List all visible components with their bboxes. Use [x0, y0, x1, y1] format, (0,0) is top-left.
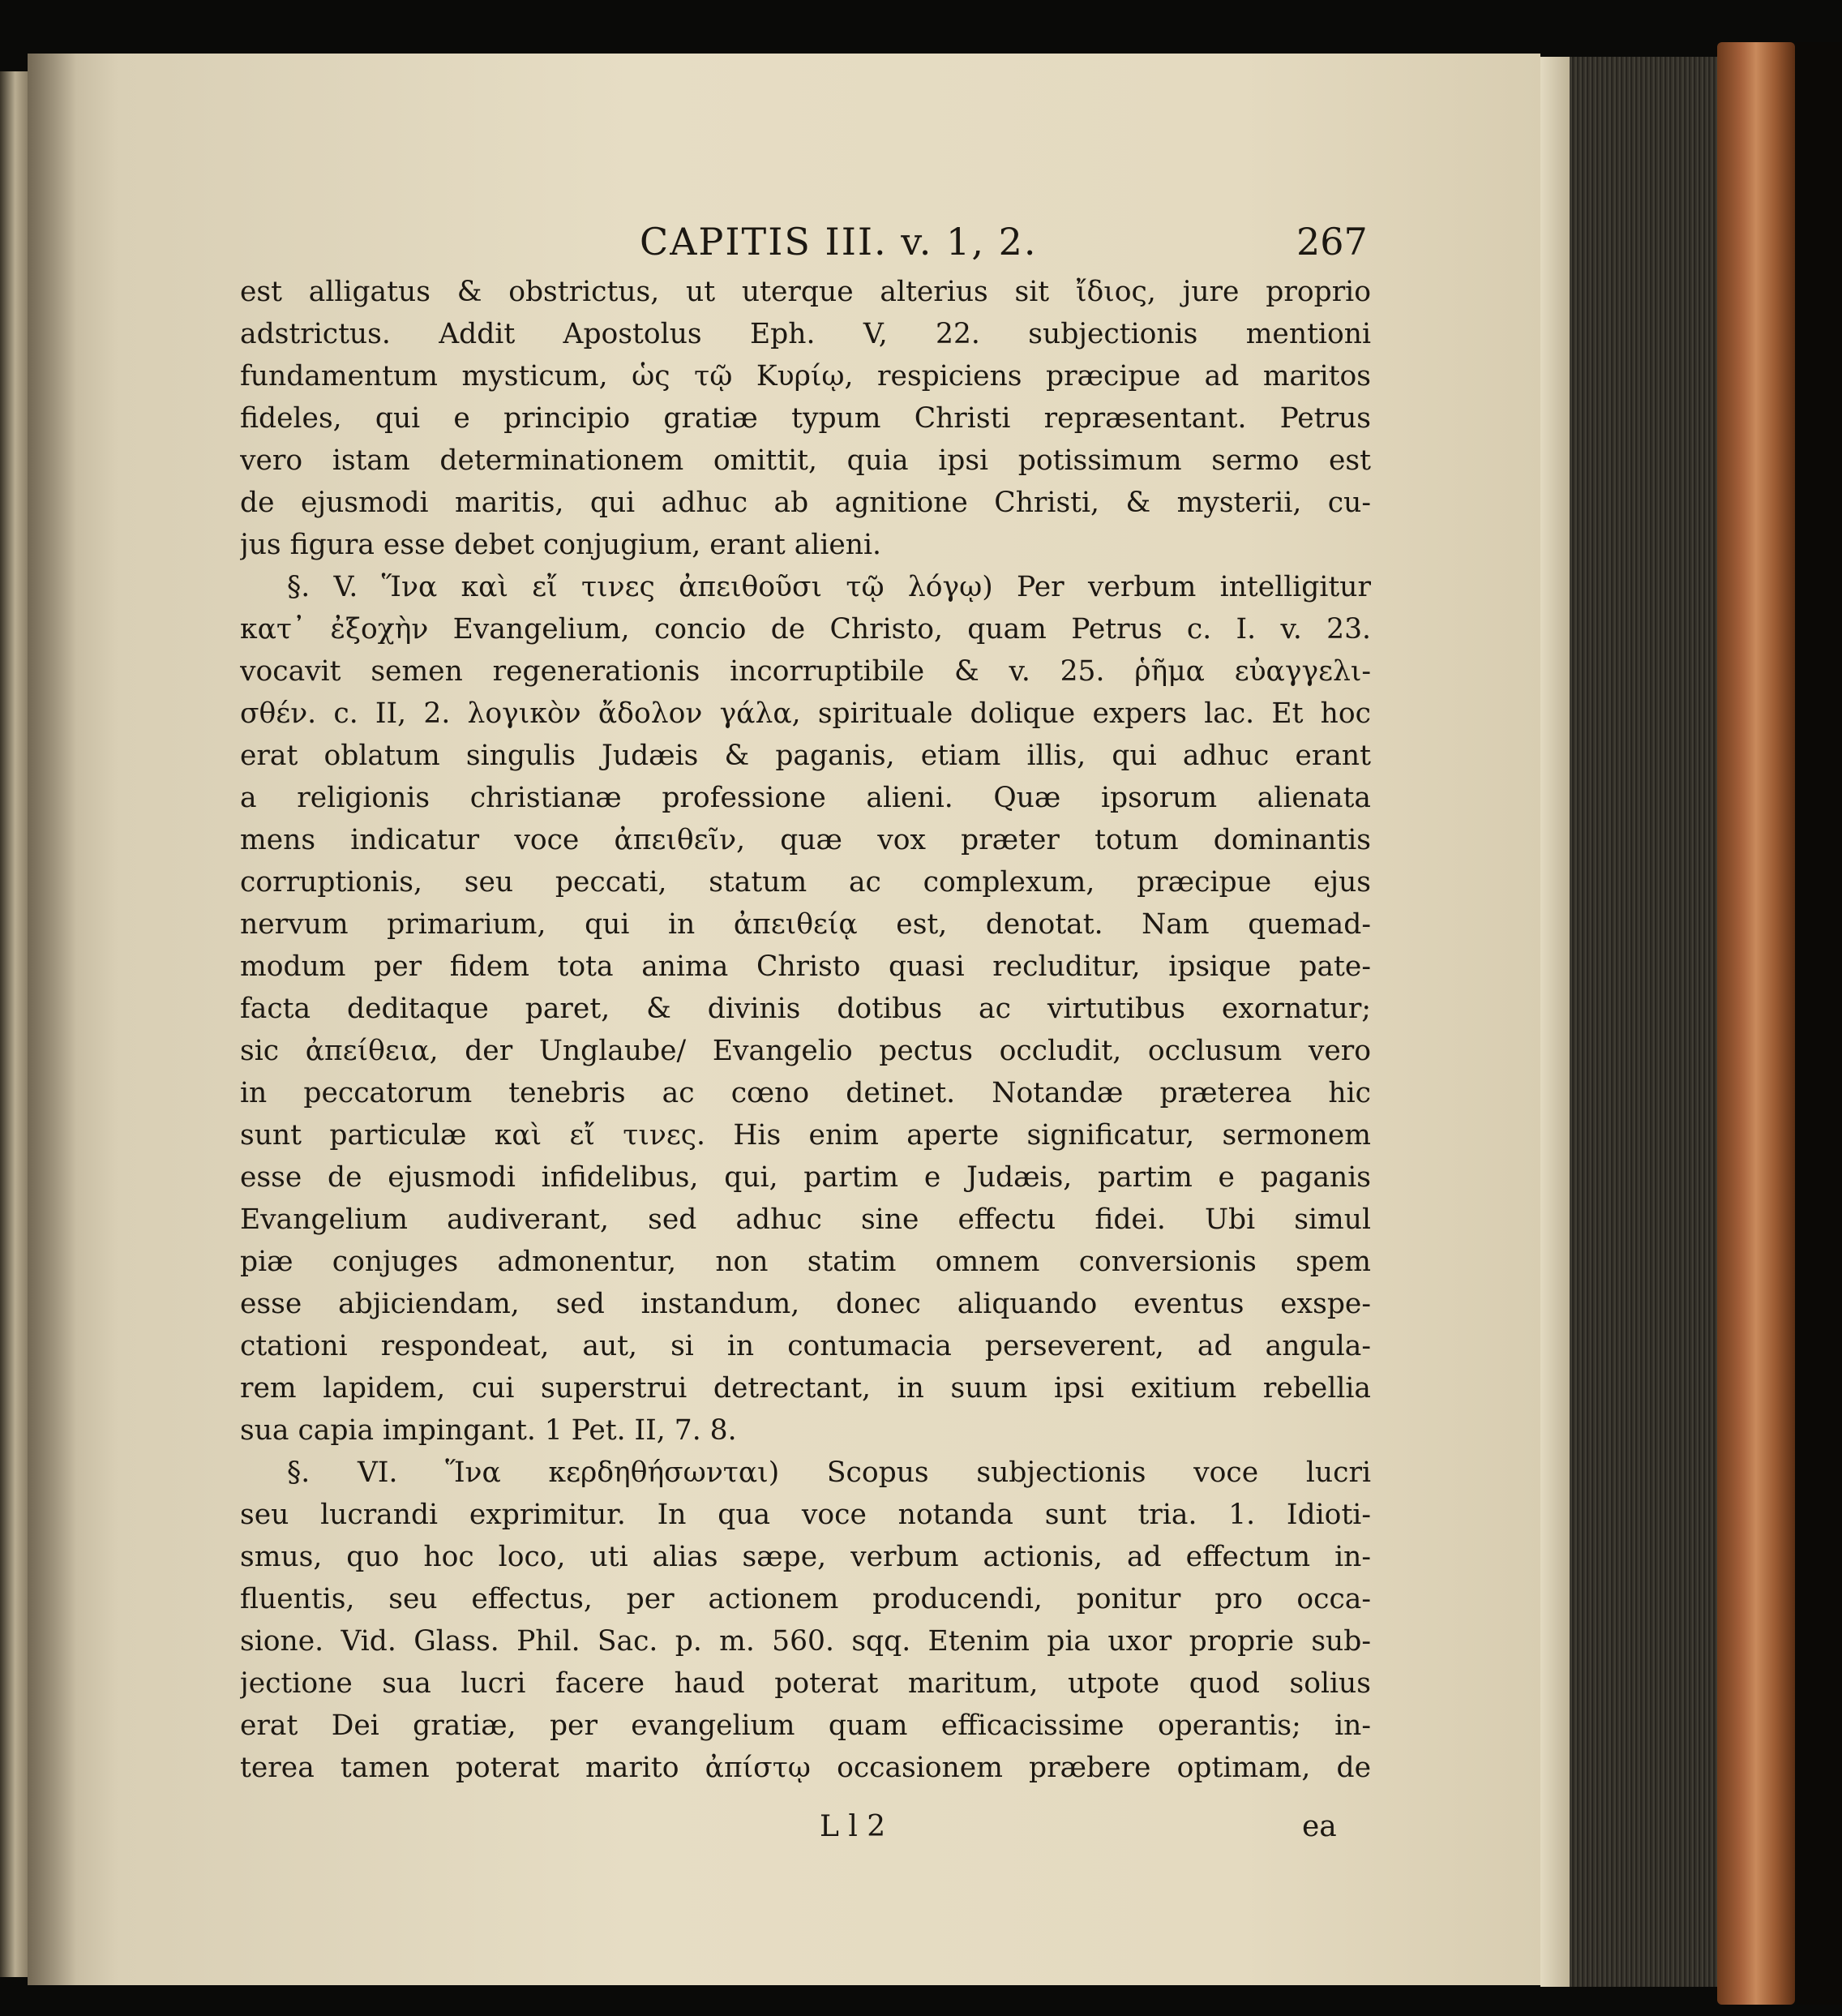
text-line: smus, quo hoc loco, uti alias sæpe, verbum actionis, ad effectum in- [240, 1541, 1371, 1573]
signature-mark: L l 2 [820, 1810, 886, 1843]
catchword: ea [1302, 1810, 1337, 1843]
text-line: ctationi respondeat, aut, si in contumacia perseverent, ad angula- [240, 1330, 1371, 1362]
text-line: in peccatorum tenebris ac cœno detinet. Notandæ præterea hic [240, 1077, 1371, 1109]
page-header [28, 220, 1540, 268]
text-line: vero istam determinationem omittit, quia ipsi potissimum sermo est [240, 444, 1371, 477]
text-line: a religionis christianæ professione alieni. Quæ ipsorum alienata [240, 782, 1371, 814]
page-edge-highlight [1540, 57, 1570, 1987]
text-line: est alligatus & obstrictus, ut uterque alterius sit ἴδιος, jure proprio [240, 276, 1371, 308]
text-line: facta deditaque paret, & divinis dotibus ac virtutibus exornatur; [240, 993, 1371, 1025]
background-edge [1795, 42, 1842, 2005]
text-line: terea tamen poterat marito ἀπίστῳ occasionem præbere optimam, de [240, 1752, 1371, 1784]
gutter-shadow [28, 54, 76, 1985]
text-line: mens indicatur voce ἀπειθεῖν, quæ vox præter totum dominantis [240, 824, 1371, 856]
text-line: de ejusmodi maritis, qui adhuc ab agnitione Christi, & mysterii, cu- [240, 487, 1371, 519]
section-heading-line: §. V. Ἵνα καὶ εἴ τινες ἀπειθοῦσι τῷ λόγῳ) Per verbum intelligitur [287, 571, 1371, 603]
text-line: piæ conjuges admonentur, non statim omnem conversionis spem [240, 1246, 1371, 1278]
text-line: κατ᾽ ἐξοχὴν Evangelium, concio de Christo, quam Petrus c. I. v. 23. [240, 613, 1371, 646]
text-line: adstrictus. Addit Apostolus Eph. V, 22. subjectionis mentioni [240, 318, 1371, 350]
text-line: erat oblatum singulis Judæis & paganis, etiam illis, qui adhuc erant [240, 740, 1371, 772]
text-line: fundamentum mysticum, ὡς τῷ Κυρίῳ, respiciens præcipue ad maritos [240, 360, 1371, 392]
text-line: esse abjiciendam, sed instandum, donec aliquando eventus exspe- [240, 1288, 1371, 1320]
text-line: fluentis, seu effectus, per actionem producendi, ponitur pro occa- [240, 1583, 1371, 1615]
body-text [240, 271, 1371, 1789]
text-line: sic ἀπείθεια, der Unglaube/ Evangelio pectus occludit, occlusum vero [240, 1035, 1371, 1067]
book-page [28, 54, 1540, 1985]
text-line: sione. Vid. Glass. Phil. Sac. p. m. 560. sqq. Etenim pia uxor proprie sub- [240, 1625, 1371, 1658]
facing-page-edge [0, 71, 28, 1977]
text-line: jectione sua lucri facere haud poterat maritum, utpote quod solius [240, 1667, 1371, 1700]
text-line: modum per fidem tota anima Christo quasi recluditur, ipsique pate- [240, 950, 1371, 983]
running-head: CAPITIS III. v. 1, 2. [640, 220, 1038, 264]
text-line: sua capia impingant. 1 Pet. II, 7. 8. [240, 1414, 737, 1447]
text-line: nervum primarium, qui in ἀπειθείᾳ est, denotat. Nam quemad- [240, 908, 1371, 941]
text-line: seu lucrandi exprimitur. In qua voce notanda sunt tria. 1. Idioti- [240, 1499, 1371, 1531]
text-line: esse de ejusmodi infidelibus, qui, partim e Judæis, partim e paganis [240, 1161, 1371, 1194]
page-number: 267 [1296, 220, 1368, 264]
section-heading-line: §. VI. Ἵνα κερδηθήσωνται) Scopus subjectionis voce lucri [287, 1456, 1371, 1489]
text-line: rem lapidem, cui superstrui detrectant, in suum ipsi exitium rebellia [240, 1372, 1371, 1405]
page-footer [28, 1810, 1540, 1855]
text-line: corruptionis, seu peccati, statum ac complexum, præcipue ejus [240, 866, 1371, 899]
text-line: vocavit semen regenerationis incorruptibile & v. 25. ῥῆμα εὐαγγελι- [240, 655, 1371, 688]
leather-binding [1717, 42, 1795, 2005]
text-line: fideles, qui e principio gratiæ typum Christi repræsentant. Petrus [240, 402, 1371, 435]
text-line: sunt particulæ καὶ εἴ τινες. His enim aperte significatur, sermonem [240, 1119, 1371, 1152]
text-line: σθέν. c. II, 2. λογικὸν ἄδολον γάλα, spirituale dolique expers lac. Et hoc [240, 697, 1371, 730]
text-line: jus figura esse debet conjugium, erant alieni. [240, 529, 881, 561]
text-line: Evangelium audiverant, sed adhuc sine effectu fidei. Ubi simul [240, 1203, 1371, 1236]
text-line: erat Dei gratiæ, per evangelium quam efficacissime operantis; in- [240, 1709, 1371, 1742]
